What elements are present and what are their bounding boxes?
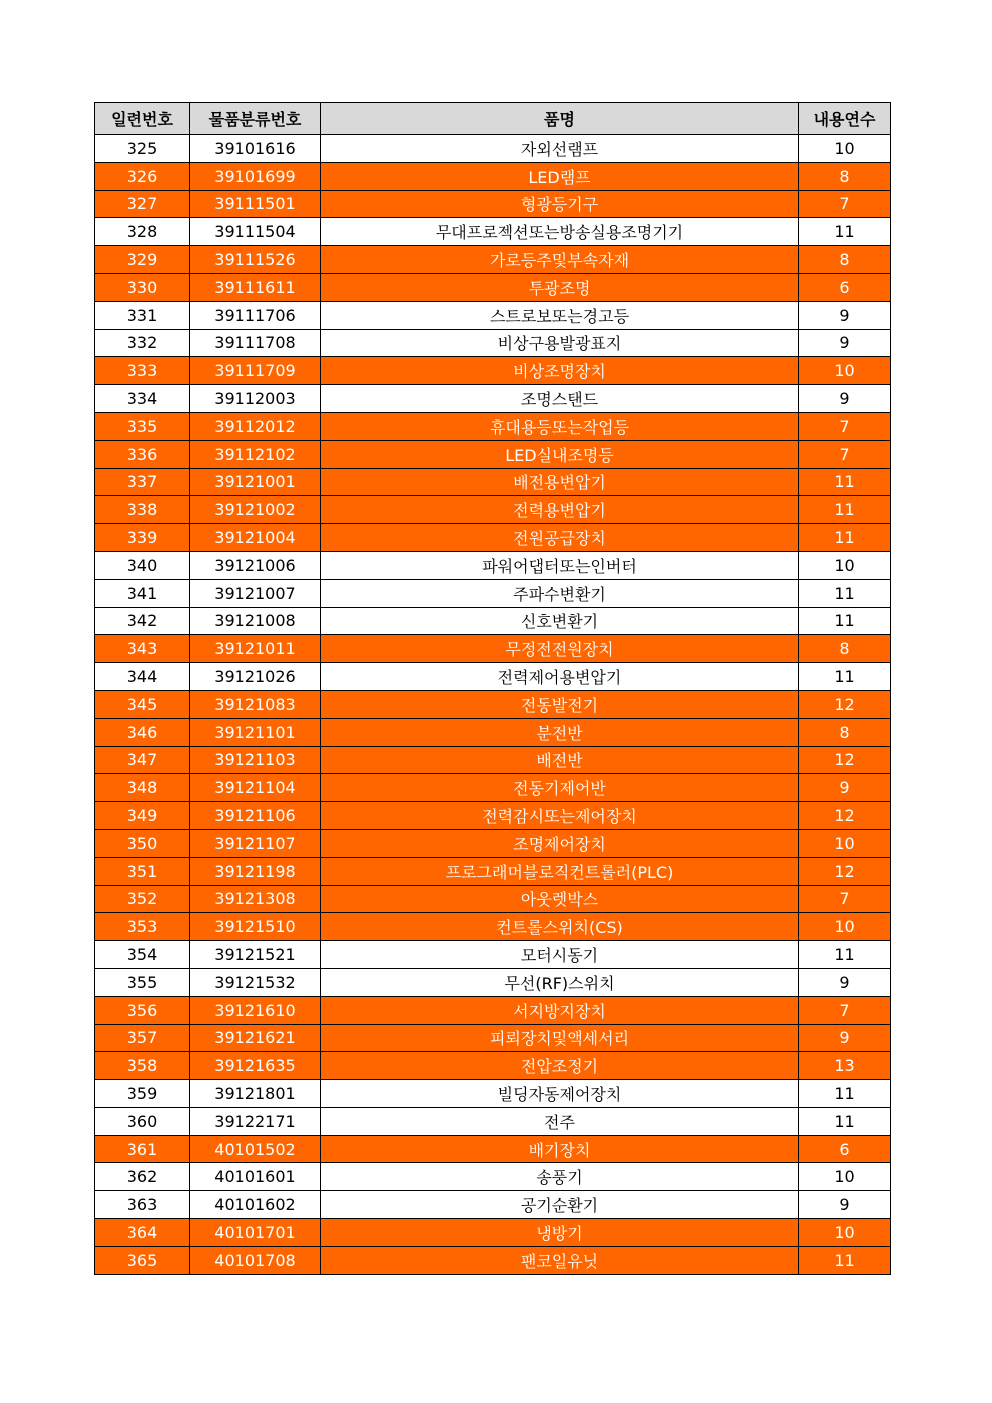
cell-classification-code: 39101699 (190, 162, 321, 190)
cell-item-name: 무선(RF)스위치 (321, 968, 799, 996)
cell-useful-life: 10 (799, 1163, 891, 1191)
cell-useful-life: 11 (799, 1246, 891, 1274)
cell-classification-code: 39121198 (190, 857, 321, 885)
cell-classification-code: 39121532 (190, 968, 321, 996)
table-row (95, 246, 891, 274)
cell-useful-life: 11 (799, 1080, 891, 1108)
cell-useful-life: 9 (799, 774, 891, 802)
cell-item-name: 전원공급장치 (321, 524, 799, 552)
cell-serial-number: 341 (95, 579, 190, 607)
cell-serial-number: 327 (95, 190, 190, 218)
cell-serial-number: 350 (95, 829, 190, 857)
table-row (95, 885, 891, 913)
table-row (95, 774, 891, 802)
cell-useful-life: 11 (799, 218, 891, 246)
cell-item-name: 송풍기 (321, 1163, 799, 1191)
cell-classification-code: 39111708 (190, 329, 321, 357)
cell-useful-life: 11 (799, 468, 891, 496)
cell-item-name: 조명제어장치 (321, 829, 799, 857)
table-row (95, 968, 891, 996)
table-row (95, 829, 891, 857)
cell-useful-life: 13 (799, 1052, 891, 1080)
cell-classification-code: 39112102 (190, 440, 321, 468)
table-row (95, 941, 891, 969)
table-row (95, 913, 891, 941)
table-row (95, 440, 891, 468)
cell-item-name: 배전반 (321, 746, 799, 774)
cell-useful-life: 12 (799, 746, 891, 774)
table-row (95, 385, 891, 413)
table-row (95, 496, 891, 524)
cell-serial-number: 358 (95, 1052, 190, 1080)
cell-item-name: 자외선램프 (321, 135, 799, 163)
table-row (95, 357, 891, 385)
cell-serial-number: 348 (95, 774, 190, 802)
cell-classification-code: 39121006 (190, 551, 321, 579)
cell-item-name: 서지방지장치 (321, 996, 799, 1024)
table-row (95, 162, 891, 190)
table-row (95, 718, 891, 746)
cell-item-name: 스트로보또는경고등 (321, 301, 799, 329)
cell-item-name: 신호변환기 (321, 607, 799, 635)
cell-item-name: 배전용변압기 (321, 468, 799, 496)
cell-serial-number: 353 (95, 913, 190, 941)
table-row (95, 1052, 891, 1080)
table-row (95, 1219, 891, 1247)
cell-useful-life: 11 (799, 524, 891, 552)
table-row (95, 273, 891, 301)
cell-useful-life: 7 (799, 412, 891, 440)
cell-serial-number: 346 (95, 718, 190, 746)
table-row (95, 1107, 891, 1135)
cell-classification-code: 39121004 (190, 524, 321, 552)
cell-serial-number: 339 (95, 524, 190, 552)
cell-classification-code: 39121521 (190, 941, 321, 969)
table-row (95, 746, 891, 774)
durable-years-table (94, 102, 891, 1275)
cell-useful-life: 9 (799, 329, 891, 357)
cell-useful-life: 9 (799, 301, 891, 329)
table-row (95, 1135, 891, 1163)
cell-useful-life: 12 (799, 857, 891, 885)
cell-serial-number: 354 (95, 941, 190, 969)
cell-serial-number: 325 (95, 135, 190, 163)
cell-serial-number: 326 (95, 162, 190, 190)
header-classification-code: 물품분류번호 (190, 103, 321, 135)
cell-classification-code: 39111526 (190, 246, 321, 274)
cell-useful-life: 6 (799, 1135, 891, 1163)
cell-serial-number: 364 (95, 1219, 190, 1247)
cell-serial-number: 357 (95, 1024, 190, 1052)
cell-classification-code: 39101616 (190, 135, 321, 163)
table-row (95, 135, 891, 163)
cell-item-name: LED실내조명등 (321, 440, 799, 468)
cell-serial-number: 362 (95, 1163, 190, 1191)
cell-serial-number: 329 (95, 246, 190, 274)
cell-useful-life: 7 (799, 996, 891, 1024)
table-row (95, 524, 891, 552)
cell-classification-code: 39121026 (190, 663, 321, 691)
cell-classification-code: 39121621 (190, 1024, 321, 1052)
cell-useful-life: 10 (799, 357, 891, 385)
table-row (95, 1080, 891, 1108)
cell-classification-code: 39112012 (190, 412, 321, 440)
cell-item-name: 주파수변환기 (321, 579, 799, 607)
cell-classification-code: 39121308 (190, 885, 321, 913)
cell-serial-number: 343 (95, 635, 190, 663)
cell-classification-code: 39111709 (190, 357, 321, 385)
cell-classification-code: 39121002 (190, 496, 321, 524)
table-row (95, 190, 891, 218)
cell-classification-code: 40101708 (190, 1246, 321, 1274)
cell-serial-number: 328 (95, 218, 190, 246)
table-row (95, 551, 891, 579)
table-row (95, 468, 891, 496)
cell-classification-code: 39112003 (190, 385, 321, 413)
cell-item-name: 전동기제어반 (321, 774, 799, 802)
cell-item-name: 아웃렛박스 (321, 885, 799, 913)
cell-classification-code: 39121104 (190, 774, 321, 802)
cell-item-name: 비상조명장치 (321, 357, 799, 385)
cell-item-name: 전력용변압기 (321, 496, 799, 524)
cell-useful-life: 8 (799, 246, 891, 274)
cell-useful-life: 10 (799, 551, 891, 579)
table-row (95, 663, 891, 691)
cell-useful-life: 11 (799, 496, 891, 524)
cell-useful-life: 11 (799, 579, 891, 607)
cell-useful-life: 12 (799, 802, 891, 830)
cell-serial-number: 338 (95, 496, 190, 524)
cell-serial-number: 356 (95, 996, 190, 1024)
table-row (95, 802, 891, 830)
header-item-name: 품명 (321, 103, 799, 135)
cell-useful-life: 11 (799, 607, 891, 635)
table-row (95, 301, 891, 329)
cell-item-name: 전력감시또는제어장치 (321, 802, 799, 830)
cell-item-name: 무대프로젝션또는방송실용조명기기 (321, 218, 799, 246)
cell-useful-life: 11 (799, 1107, 891, 1135)
cell-serial-number: 355 (95, 968, 190, 996)
cell-serial-number: 349 (95, 802, 190, 830)
table-header (95, 103, 891, 135)
table-row (95, 690, 891, 718)
cell-item-name: 컨트롤스위치(CS) (321, 913, 799, 941)
cell-item-name: 배기장치 (321, 1135, 799, 1163)
cell-serial-number: 361 (95, 1135, 190, 1163)
cell-serial-number: 333 (95, 357, 190, 385)
cell-serial-number: 336 (95, 440, 190, 468)
cell-serial-number: 332 (95, 329, 190, 357)
cell-item-name: 조명스탠드 (321, 385, 799, 413)
cell-item-name: 전력제어용변압기 (321, 663, 799, 691)
cell-useful-life: 11 (799, 663, 891, 691)
cell-classification-code: 40101701 (190, 1219, 321, 1247)
cell-serial-number: 340 (95, 551, 190, 579)
table-row (95, 329, 891, 357)
cell-classification-code: 39121801 (190, 1080, 321, 1108)
cell-item-name: 전압조정기 (321, 1052, 799, 1080)
cell-serial-number: 365 (95, 1246, 190, 1274)
cell-item-name: 모터시동기 (321, 941, 799, 969)
cell-item-name: 피뢰장치및액세서리 (321, 1024, 799, 1052)
cell-serial-number: 352 (95, 885, 190, 913)
table-row (95, 857, 891, 885)
cell-classification-code: 39111611 (190, 273, 321, 301)
table-row (95, 635, 891, 663)
cell-item-name: 냉방기 (321, 1219, 799, 1247)
cell-serial-number: 347 (95, 746, 190, 774)
cell-item-name: 가로등주및부속자재 (321, 246, 799, 274)
cell-classification-code: 39121101 (190, 718, 321, 746)
cell-serial-number: 344 (95, 663, 190, 691)
cell-useful-life: 8 (799, 635, 891, 663)
cell-classification-code: 39121008 (190, 607, 321, 635)
cell-item-name: 무정전전원장치 (321, 635, 799, 663)
cell-useful-life: 10 (799, 135, 891, 163)
cell-serial-number: 363 (95, 1191, 190, 1219)
cell-classification-code: 39121103 (190, 746, 321, 774)
cell-classification-code: 40101601 (190, 1163, 321, 1191)
cell-item-name: 전주 (321, 1107, 799, 1135)
cell-classification-code: 39111504 (190, 218, 321, 246)
cell-useful-life: 9 (799, 1191, 891, 1219)
cell-item-name: 투광조명 (321, 273, 799, 301)
cell-item-name: 비상구용발광표지 (321, 329, 799, 357)
cell-item-name: 파워어댑터또는인버터 (321, 551, 799, 579)
table-body (95, 135, 891, 1275)
header-serial-number: 일련번호 (95, 103, 190, 135)
cell-classification-code: 39121106 (190, 802, 321, 830)
cell-useful-life: 8 (799, 718, 891, 746)
cell-item-name: 휴대용등또는작업등 (321, 412, 799, 440)
cell-classification-code: 39121107 (190, 829, 321, 857)
cell-useful-life: 9 (799, 385, 891, 413)
cell-classification-code: 40101602 (190, 1191, 321, 1219)
cell-serial-number: 335 (95, 412, 190, 440)
cell-classification-code: 39121001 (190, 468, 321, 496)
table-row (95, 412, 891, 440)
cell-classification-code: 39111706 (190, 301, 321, 329)
cell-classification-code: 39121510 (190, 913, 321, 941)
cell-item-name: 형광등기구 (321, 190, 799, 218)
cell-serial-number: 337 (95, 468, 190, 496)
cell-serial-number: 331 (95, 301, 190, 329)
cell-useful-life: 10 (799, 1219, 891, 1247)
cell-serial-number: 351 (95, 857, 190, 885)
cell-classification-code: 39121610 (190, 996, 321, 1024)
table-row (95, 579, 891, 607)
cell-item-name: 빌딩자동제어장치 (321, 1080, 799, 1108)
table-row (95, 218, 891, 246)
cell-useful-life: 12 (799, 690, 891, 718)
cell-serial-number: 334 (95, 385, 190, 413)
cell-item-name: 공기순환기 (321, 1191, 799, 1219)
cell-useful-life: 10 (799, 913, 891, 941)
cell-useful-life: 10 (799, 829, 891, 857)
cell-useful-life: 7 (799, 440, 891, 468)
cell-serial-number: 360 (95, 1107, 190, 1135)
cell-serial-number: 330 (95, 273, 190, 301)
table-row (95, 607, 891, 635)
cell-useful-life: 8 (799, 162, 891, 190)
cell-useful-life: 11 (799, 941, 891, 969)
table-row (95, 1191, 891, 1219)
cell-classification-code: 39122171 (190, 1107, 321, 1135)
table-row (95, 1024, 891, 1052)
cell-useful-life: 9 (799, 1024, 891, 1052)
cell-classification-code: 40101502 (190, 1135, 321, 1163)
cell-classification-code: 39121635 (190, 1052, 321, 1080)
cell-item-name: 분전반 (321, 718, 799, 746)
cell-item-name: LED램프 (321, 162, 799, 190)
cell-item-name: 프로그래머블로직컨트롤러(PLC) (321, 857, 799, 885)
cell-classification-code: 39121083 (190, 690, 321, 718)
cell-item-name: 팬코일유닛 (321, 1246, 799, 1274)
cell-classification-code: 39111501 (190, 190, 321, 218)
cell-serial-number: 345 (95, 690, 190, 718)
cell-classification-code: 39121007 (190, 579, 321, 607)
cell-serial-number: 359 (95, 1080, 190, 1108)
table-row (95, 996, 891, 1024)
cell-item-name: 전동발전기 (321, 690, 799, 718)
header-row (95, 103, 891, 135)
table-row (95, 1246, 891, 1274)
header-useful-life: 내용연수 (799, 103, 891, 135)
table-row (95, 1163, 891, 1191)
cell-useful-life: 7 (799, 190, 891, 218)
cell-useful-life: 9 (799, 968, 891, 996)
cell-useful-life: 6 (799, 273, 891, 301)
cell-serial-number: 342 (95, 607, 190, 635)
cell-useful-life: 7 (799, 885, 891, 913)
cell-classification-code: 39121011 (190, 635, 321, 663)
